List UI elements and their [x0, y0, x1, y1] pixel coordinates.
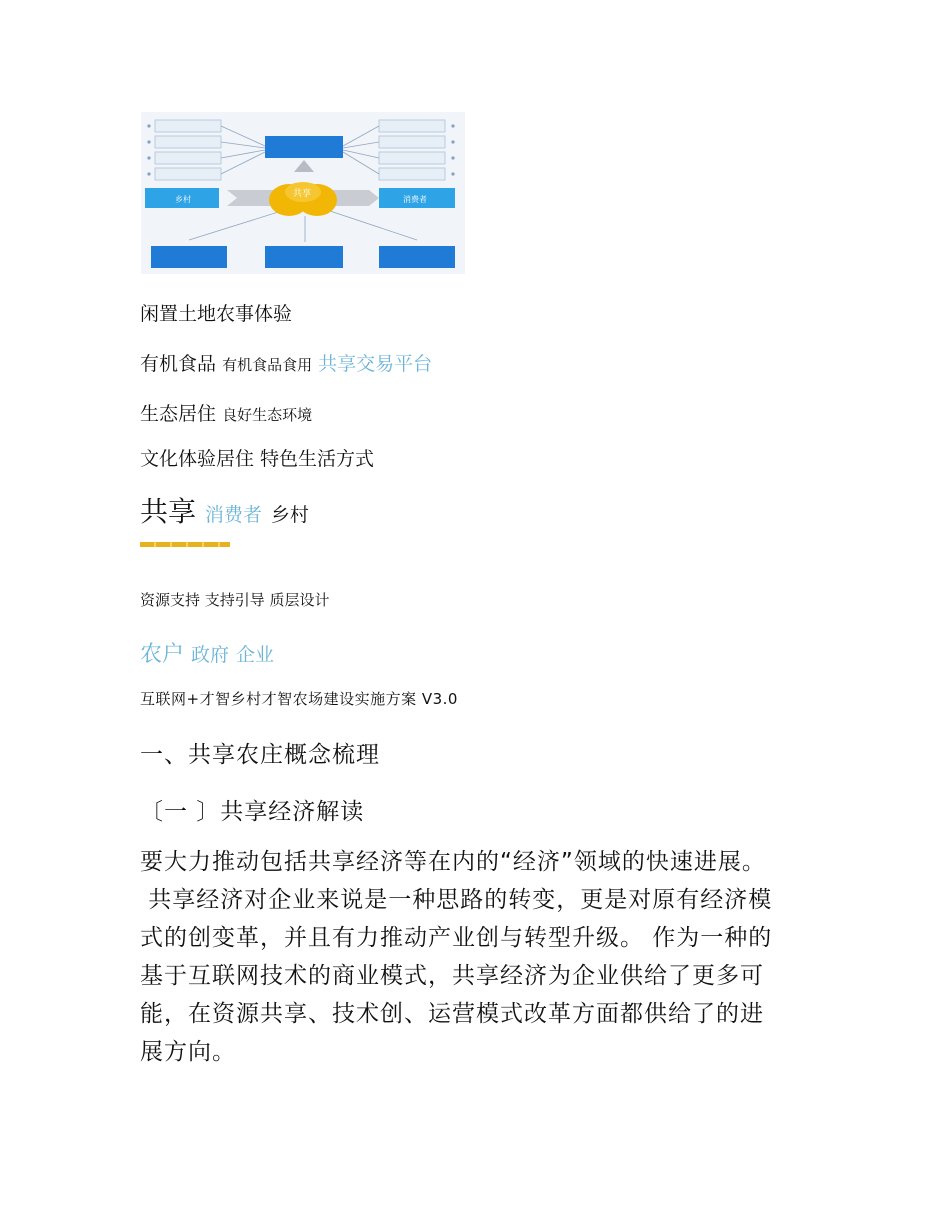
up-arrow [294, 160, 314, 172]
sharing-model-diagram [141, 112, 465, 274]
bottom-box-right [379, 246, 455, 268]
label-idle-land: 闲置土地农事体验 [140, 303, 293, 325]
diagram-graphic [141, 112, 465, 274]
top-center-box [265, 136, 343, 158]
label-share-row [140, 490, 309, 530]
label-village: 乡村 [270, 504, 309, 526]
bottom-box-center [265, 246, 343, 268]
label-good-environment: 良好生态环境 [222, 406, 313, 424]
paragraph-line: 展方向。 [140, 1039, 236, 1065]
left-item-list [147, 120, 221, 180]
section-heading: 一、共享农庄概念梳理 [140, 742, 380, 768]
right-item-list [379, 120, 455, 180]
document-subtitle: 互联网+才智乡村才智农场建设实施方案 V3.0 [140, 690, 458, 708]
paragraph-line: 基于互联网技术的商业模式，共享经济为企业供给了更多可 [140, 963, 764, 989]
paragraph-line: 式的创变革，并且有力推动产业创与转型升级。 作为一种的 [140, 925, 773, 951]
label-enterprise: 企业 [236, 644, 275, 666]
label-eco-living-row [140, 399, 312, 426]
label-eco-living: 生态居住 [140, 403, 217, 425]
label-stakeholders-row [140, 637, 274, 668]
bottom-box-left [151, 246, 227, 268]
label-support-row: 资源支持 支持引导 质层设计 [140, 591, 330, 609]
paragraph-line: 要大力推动包括共享经济等在内的“经济”领域的快速进展。 [140, 849, 766, 875]
label-organic-food-use: 有机食品食用 [222, 356, 313, 374]
paragraph-line: 共享经济对企业来说是一种思路的转变，更是对原有经济模 [140, 887, 773, 913]
subsection-heading: 〔一 〕共享经济解读 [140, 799, 365, 825]
center-share-shape [269, 182, 337, 216]
left-box-label: 乡村 [175, 195, 191, 204]
label-farmer: 农户 [140, 642, 185, 667]
right-box-label: 消费者 [403, 195, 427, 204]
label-cultural-living: 文化体验居住 特色生活方式 [140, 448, 375, 470]
center-label: 共享 [293, 189, 312, 199]
label-sharing-platform: 共享交易平台 [318, 353, 433, 375]
label-government: 政府 [191, 644, 230, 666]
label-consumer: 消费者 [204, 504, 262, 526]
gold-divider [140, 542, 230, 547]
paragraph-line: 能，在资源共享、技术创、运营模式改革方面都供给了的进 [140, 1001, 764, 1027]
label-share: 共享 [140, 495, 197, 528]
body-paragraph [140, 843, 820, 1071]
label-organic-food: 有机食品 [140, 353, 217, 375]
label-organic-food-row [140, 349, 432, 376]
